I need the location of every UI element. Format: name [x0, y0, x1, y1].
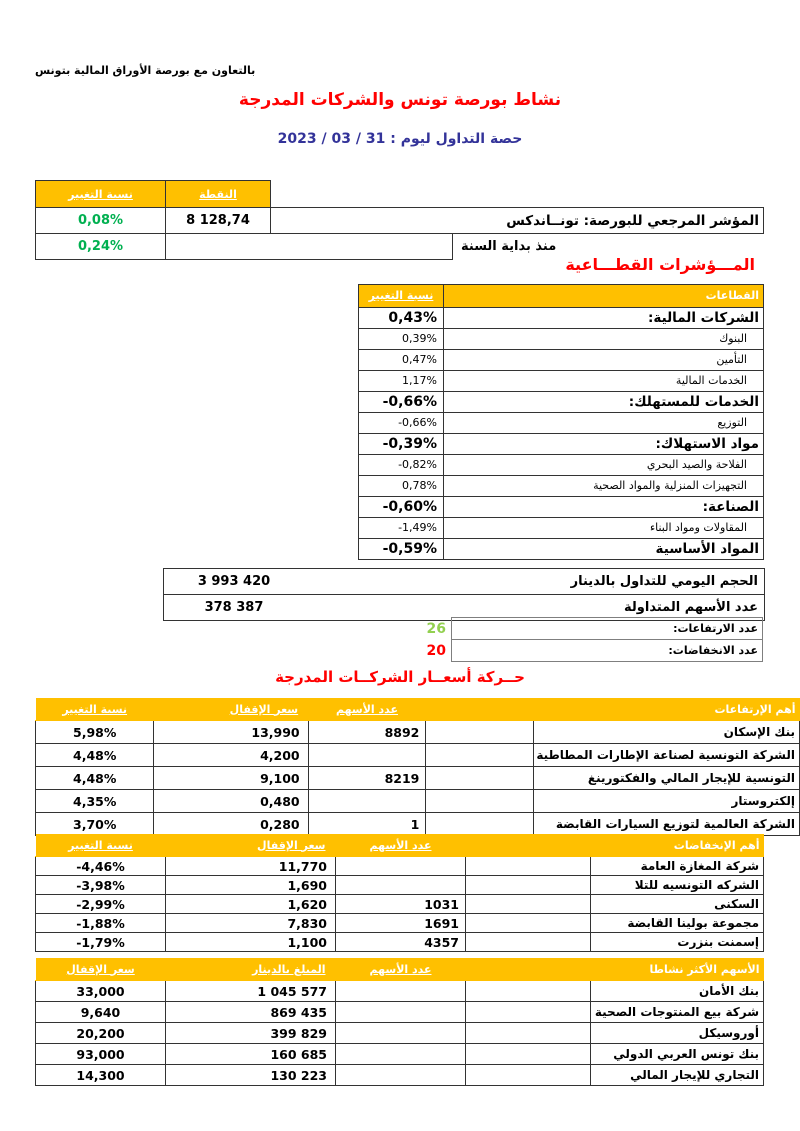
- cell-close: 11,770: [166, 857, 336, 876]
- cell-name: مجموعة بولينا القابضة: [591, 914, 764, 933]
- table-row: [359, 371, 764, 392]
- sector-table: [358, 284, 764, 560]
- cell-amount: 130 223: [166, 1065, 336, 1086]
- losers-close-header: سعر الإقفال: [166, 834, 336, 857]
- cell-change: -1,49%: [359, 518, 444, 539]
- table-row: [36, 933, 764, 952]
- gainers-change-header: نسبة التغيير: [36, 698, 154, 721]
- index-table: [35, 180, 764, 260]
- cell-name: شركة بيع المنتوجات الصحية: [591, 1002, 764, 1023]
- empty-cell: [426, 744, 534, 767]
- cell-close: 0,280: [154, 813, 308, 836]
- cell-close: 20,200: [36, 1023, 166, 1044]
- cell-name: أوروسيكل: [591, 1023, 764, 1044]
- price-movement-heading: حــركة أسعــار الشركــات المدرجة: [275, 668, 525, 686]
- cell-shares: [336, 1023, 466, 1044]
- cell-shares: [336, 1002, 466, 1023]
- table-row: [359, 497, 764, 518]
- cell-change: 0,47%: [359, 350, 444, 371]
- table-row: [359, 476, 764, 497]
- empty-cell: [466, 876, 591, 895]
- cell-name: الشركه التونسيه للتلا: [591, 876, 764, 895]
- empty-cell: [466, 981, 591, 1002]
- cell-shares: 4357: [336, 933, 466, 952]
- table-row: [359, 350, 764, 371]
- top-losers-table: [35, 834, 764, 952]
- table-row: [359, 434, 764, 455]
- cell-change: 4,48%: [36, 767, 154, 790]
- volume-summary-box: [163, 568, 765, 621]
- table-row: [36, 744, 800, 767]
- index-points-header: النقطة: [166, 181, 271, 208]
- table-row: [359, 455, 764, 476]
- empty-cell: [426, 767, 534, 790]
- empty-cell: [466, 1023, 591, 1044]
- empty-cell: [466, 1002, 591, 1023]
- top-losers-header-row: [36, 834, 764, 857]
- empty-cell: [466, 1044, 591, 1065]
- cell-shares: [336, 1044, 466, 1065]
- cell-close: 14,300: [36, 1065, 166, 1086]
- empty-cell: [466, 857, 591, 876]
- gainers-close-header: سعر الإقفال: [154, 698, 308, 721]
- table-row: [359, 329, 764, 350]
- cell-name: بنك تونس العربي الدولي: [591, 1044, 764, 1065]
- index-change-header: نسبة التغيير: [36, 181, 166, 208]
- cell-shares: 1: [308, 813, 426, 836]
- cell-change: -4,46%: [36, 857, 166, 876]
- cell-change: -0,60%: [359, 497, 444, 518]
- table-row: [36, 721, 800, 744]
- cell-change: -0,66%: [359, 413, 444, 434]
- sector-indicators-heading: المـــؤشرات القطـــاعية: [565, 255, 755, 274]
- cell-change: -1,88%: [36, 914, 166, 933]
- cell-amount: 160 685: [166, 1044, 336, 1065]
- cell-name: الصناعة:: [444, 497, 764, 518]
- cell-shares: [336, 876, 466, 895]
- traded-shares-label: عدد الأسهم المتداولة: [624, 600, 758, 615]
- cell-name: التجهيزات المنزلية والمواد الصحية: [444, 476, 764, 497]
- empty-cell: [426, 790, 534, 813]
- cell-close: 33,000: [36, 981, 166, 1002]
- ytd-empty-cell: [166, 234, 453, 260]
- cell-close: 13,990: [154, 721, 308, 744]
- advances-count: 26: [426, 620, 446, 637]
- advances-label: عدد الارتفاعات:: [451, 617, 763, 640]
- losers-shares-header: عدد الأسهم: [336, 834, 466, 857]
- cell-name: مواد الاستهلاك:: [444, 434, 764, 455]
- cell-change: 0,39%: [359, 329, 444, 350]
- cell-name: البنوك: [444, 329, 764, 350]
- cell-change: 4,48%: [36, 744, 154, 767]
- index-header-spacer: [271, 181, 764, 208]
- daily-volume-label: الحجم اليومي للتداول بالدينار: [570, 574, 758, 589]
- cell-name: المقاولات ومواد البناء: [444, 518, 764, 539]
- index-label: المؤشر المرجعي للبورصة: تونــاندكس: [271, 208, 764, 234]
- cell-close: 0,480: [154, 790, 308, 813]
- table-row: [36, 790, 800, 813]
- cell-shares: [308, 790, 426, 813]
- table-row: [36, 1044, 764, 1065]
- index-points-value: 8 128,74: [166, 208, 271, 234]
- cell-amount: 869 435: [166, 1002, 336, 1023]
- top-gainers-title: أهم الإرتفاعات: [426, 698, 800, 721]
- most-active-title: الأسهم الأكثر نشاطا: [466, 958, 764, 981]
- cell-name: بنك الأمان: [591, 981, 764, 1002]
- cell-name: شركة المغازة العامة: [591, 857, 764, 876]
- advances-row: [35, 617, 763, 640]
- most-active-header-row: [36, 958, 764, 981]
- cell-change: 5,98%: [36, 721, 154, 744]
- empty-cell: [466, 933, 591, 952]
- cell-name: الشركة التونسية لصناعة الإطارات المطاطية: [534, 744, 800, 767]
- table-row: [36, 767, 800, 790]
- table-row: [359, 308, 764, 329]
- index-table-header-row: [36, 181, 764, 208]
- cell-shares: 1031: [336, 895, 466, 914]
- session-date: حصة التداول ليوم : 31 / 03 / 2023: [277, 131, 523, 147]
- cell-close: 9,100: [154, 767, 308, 790]
- cell-change: -3,98%: [36, 876, 166, 895]
- top-gainers-header-row: [36, 698, 800, 721]
- cell-name: الخدمات للمستهلك:: [444, 392, 764, 413]
- table-row: [36, 813, 800, 836]
- cell-shares: [336, 1065, 466, 1086]
- table-row: [36, 914, 764, 933]
- cell-shares: 8219: [308, 767, 426, 790]
- cell-close: 1,620: [166, 895, 336, 914]
- declines-row: [35, 639, 763, 662]
- table-row: [36, 857, 764, 876]
- table-row: [359, 539, 764, 560]
- cell-name: بنك الإسكان: [534, 721, 800, 744]
- losers-change-header: نسبة التغيير: [36, 834, 166, 857]
- advance-decline-counters: [35, 617, 763, 662]
- table-row: [359, 413, 764, 434]
- cell-amount: 399 829: [166, 1023, 336, 1044]
- cell-shares: 8892: [308, 721, 426, 744]
- empty-cell: [466, 1065, 591, 1086]
- daily-volume-value: 3 993 420: [197, 574, 271, 589]
- sector-change-header: نسبة التغيير: [359, 285, 444, 308]
- empty-cell: [466, 895, 591, 914]
- cell-close: 7,830: [166, 914, 336, 933]
- table-row: [36, 876, 764, 895]
- top-losers-title: أهم الإنخفاضات: [466, 834, 764, 857]
- cell-close: 9,640: [36, 1002, 166, 1023]
- active-amount-header: المبلغ بالدينار: [166, 958, 336, 981]
- active-shares-header: عدد الأسهم: [336, 958, 466, 981]
- cell-close: 1,100: [166, 933, 336, 952]
- cell-change: 4,35%: [36, 790, 154, 813]
- cell-name: إلكتروستار: [534, 790, 800, 813]
- declines-label: عدد الانخفاضات:: [451, 639, 763, 662]
- traded-shares-value: 378 387: [204, 600, 264, 615]
- cell-name: الخدمات المالية: [444, 371, 764, 392]
- cell-shares: [336, 857, 466, 876]
- ytd-change-value: 0,24%: [36, 234, 166, 260]
- cell-shares: [336, 981, 466, 1002]
- ytd-label: منذ بداية السنة: [461, 239, 557, 255]
- cell-close: 93,000: [36, 1044, 166, 1065]
- cell-name: التوزيع: [444, 413, 764, 434]
- cell-close: 1,690: [166, 876, 336, 895]
- cell-change: 0,78%: [359, 476, 444, 497]
- cell-change: -0,59%: [359, 539, 444, 560]
- cell-name: الشركة العالمية لتوزيع السيارات القابضة: [534, 813, 800, 836]
- cell-shares: [308, 744, 426, 767]
- sector-name-header: القطاعات: [444, 285, 764, 308]
- page-title: نشاط بورصة تونس والشركات المدرجة: [238, 90, 562, 110]
- daily-volume-row: [164, 569, 764, 594]
- gainers-shares-header: عدد الأسهم: [308, 698, 426, 721]
- cell-amount: 1 045 577: [166, 981, 336, 1002]
- cell-change: -0,82%: [359, 455, 444, 476]
- cell-change: -0,39%: [359, 434, 444, 455]
- cell-name: التأمين: [444, 350, 764, 371]
- index-change-value: 0,08%: [36, 208, 166, 234]
- table-row: [36, 1065, 764, 1086]
- cell-name: التجاري للإيجار المالي: [591, 1065, 764, 1086]
- table-row: [36, 895, 764, 914]
- cell-change: 1,17%: [359, 371, 444, 392]
- cell-change: 0,43%: [359, 308, 444, 329]
- sector-table-header-row: [359, 285, 764, 308]
- table-row: [359, 518, 764, 539]
- cell-name: الشركات المالية:: [444, 308, 764, 329]
- top-gainers-table: [35, 698, 800, 836]
- cell-close: 4,200: [154, 744, 308, 767]
- table-row: [359, 392, 764, 413]
- cell-shares: 1691: [336, 914, 466, 933]
- cell-name: إسمنت بنزرت: [591, 933, 764, 952]
- table-row: [36, 1023, 764, 1044]
- cell-name: الفلاحة والصيد البحري: [444, 455, 764, 476]
- cell-name: التونسية للإيجار المالي والفكتورينغ: [534, 767, 800, 790]
- cell-change: -0,66%: [359, 392, 444, 413]
- most-active-table: [35, 958, 764, 1086]
- cooperation-note: بالتعاون مع بورصة الأوراق المالية بتونس: [35, 64, 256, 77]
- table-row: [36, 981, 764, 1002]
- cell-change: -2,99%: [36, 895, 166, 914]
- cell-change: -1,79%: [36, 933, 166, 952]
- empty-cell: [426, 721, 534, 744]
- empty-cell: [466, 914, 591, 933]
- index-row: [36, 208, 764, 234]
- active-close-header: سعر الإقفال: [36, 958, 166, 981]
- cell-name: السكنى: [591, 895, 764, 914]
- empty-cell: [426, 813, 534, 836]
- cell-change: 3,70%: [36, 813, 154, 836]
- declines-count: 20: [426, 642, 446, 659]
- cell-name: المواد الأساسية: [444, 539, 764, 560]
- table-row: [36, 1002, 764, 1023]
